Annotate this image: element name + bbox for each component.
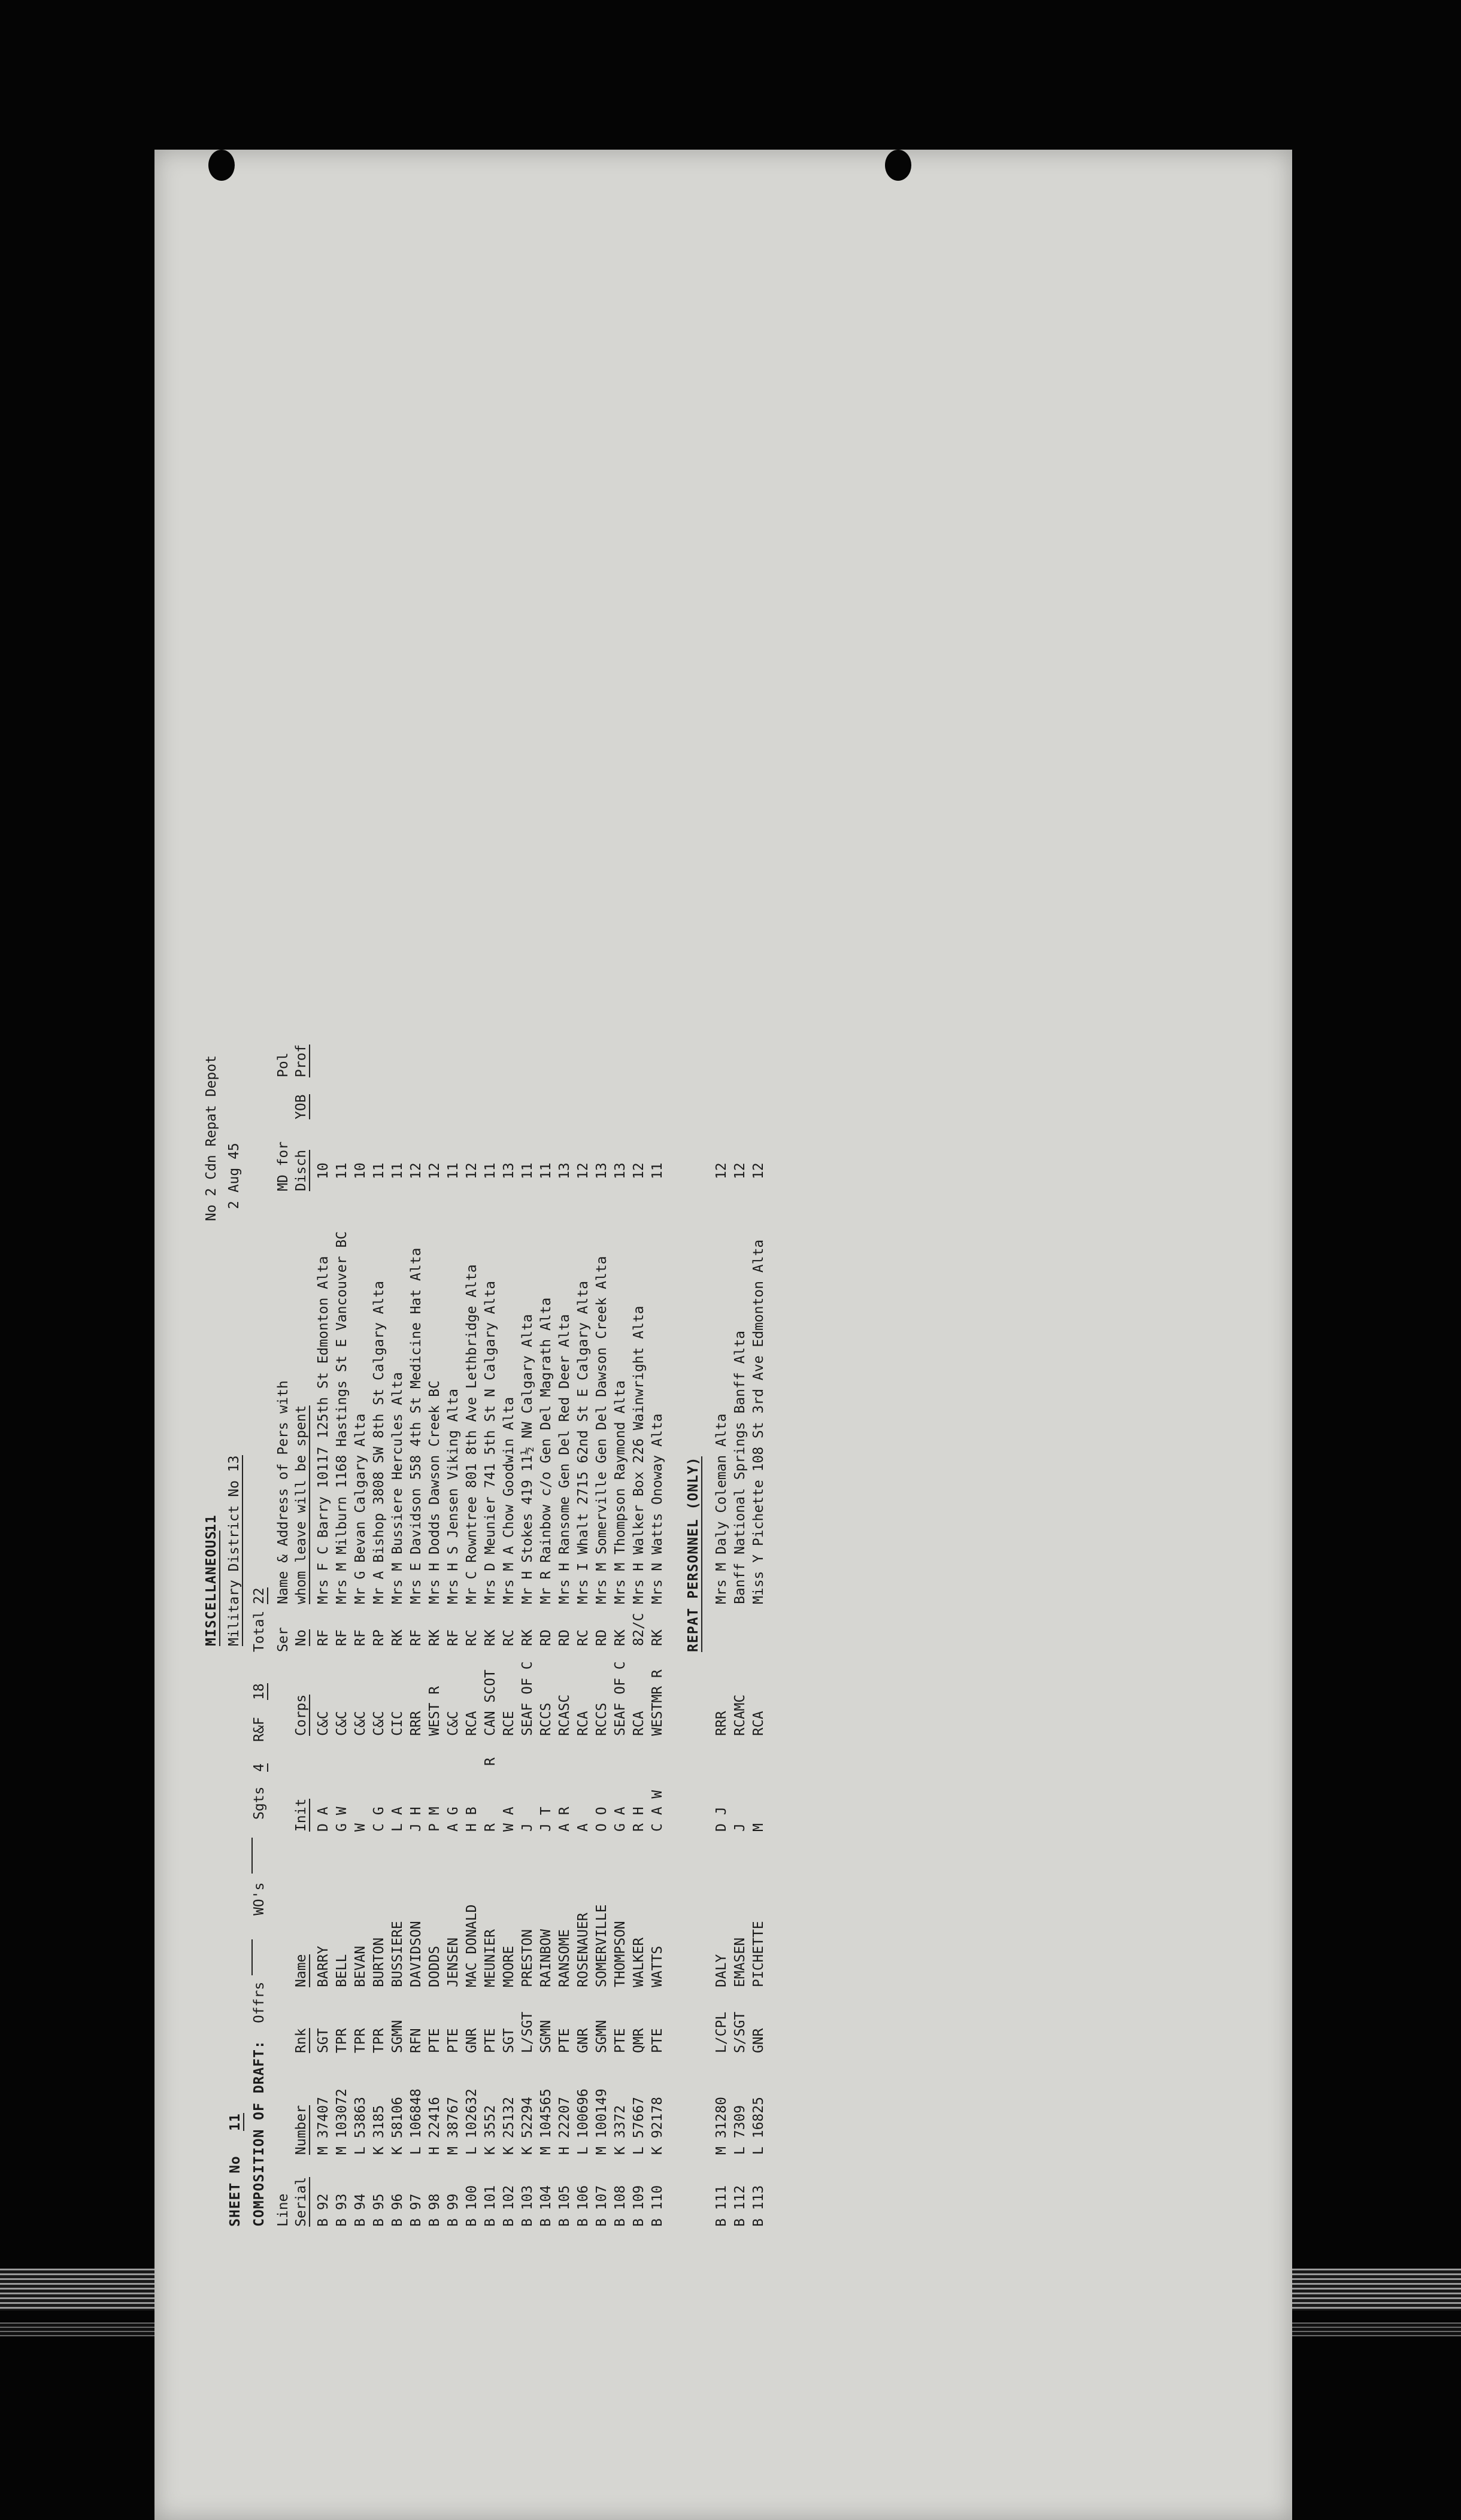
cell-address: Banff National Springs Banff Alta (732, 1331, 748, 1604)
cell-init: M (751, 1823, 766, 1832)
cell-rank: L/CPL (714, 2011, 729, 2053)
cell-rank: TPR (334, 2028, 350, 2053)
cell-name: THOMPSON (613, 1921, 628, 1987)
table-row (750, 1053, 768, 2251)
cell-rank: PTE (650, 2028, 665, 2053)
misc-title: MISCELLANEOUS (204, 1530, 219, 1646)
sheet-number: 11 (228, 2113, 243, 2131)
cell-address: Mr C Rowntree 801 8th Ave Lethbridge Alta (464, 1264, 480, 1604)
cell-address: Mr A Bishop 3808 SW 8th St Calgary Alta (371, 1280, 387, 1604)
cell-name: PICHETTE (751, 1921, 766, 1987)
cell-serial: B 113 (751, 2185, 766, 2227)
col-address-1: Name & Address of Pers with (275, 1380, 291, 1604)
cell-number: K 52294 (520, 2097, 535, 2155)
cell-md: 13 (613, 1162, 628, 1179)
cell-corps: RRR (714, 1711, 729, 1736)
cell-name: BARRY (316, 1945, 331, 1987)
cell-init: C A W (650, 1790, 665, 1832)
cell-serial: B 96 (390, 2193, 405, 2227)
cell-number: M 100149 (594, 2088, 610, 2155)
table-row (611, 1053, 629, 2251)
total-label: Total (251, 1610, 267, 1652)
cell-init: J (732, 1823, 748, 1832)
cell-serial: B 111 (714, 2185, 729, 2227)
cell-md: 11 (538, 1162, 554, 1179)
cell-ser: RC (575, 1629, 591, 1646)
cell-ser: RF (408, 1629, 424, 1646)
cell-number: K 92178 (650, 2097, 665, 2155)
cell-serial: B 95 (371, 2193, 387, 2227)
cell-name: WATTS (650, 1945, 665, 1987)
district-label: Military District No 13 (226, 1455, 242, 1646)
wos-label: WO's (251, 1882, 267, 1915)
cell-md: 10 (353, 1162, 368, 1179)
cell-address: Mrs M Somerville Gen Del Dawson Creek Alta (594, 1256, 610, 1604)
cell-init: J (520, 1823, 535, 1832)
cell-corps: WEST R (427, 1686, 442, 1736)
table-row (314, 1053, 332, 2251)
cell-rank: PTE (613, 2028, 628, 2053)
sgts-value: 4 (251, 1763, 267, 1772)
cell-init: W A (501, 1806, 517, 1832)
cell-init: A (575, 1823, 591, 1832)
table-row (713, 1053, 730, 2251)
cell-name: MAC DONALD (464, 1904, 480, 1987)
cell-corps: C&C (316, 1711, 331, 1736)
cell-corps: CIC (390, 1711, 405, 1736)
cell-corps: CAN SCOT (483, 1669, 498, 1736)
cell-name: MEUNIER (483, 1929, 498, 1987)
cell-ser: RC (501, 1629, 517, 1646)
cell-name: JENSEN (445, 1937, 461, 1987)
cell-rank: S/SGT (732, 2011, 748, 2053)
cell-serial: B 105 (557, 2185, 572, 2227)
cell-init: W (353, 1823, 368, 1832)
cell-corps: RCCS (538, 1702, 554, 1736)
cell-ser: 82/C (631, 1613, 647, 1646)
cell-rank: PTE (427, 2028, 442, 2053)
cell-ser: RF (353, 1629, 368, 1646)
offrs-value (251, 1939, 253, 1975)
cell-init: P M (427, 1806, 442, 1832)
col-serial: Serial (293, 2176, 309, 2227)
cell-number: M 37407 (316, 2097, 331, 2155)
depot-label: No 2 Cdn Repat Depot (204, 1055, 219, 1221)
cell-corps: C&C (353, 1711, 368, 1736)
col-rank: Rnk (293, 2028, 309, 2053)
cell-number: K 3552 (483, 2105, 498, 2155)
cell-md: 13 (594, 1162, 610, 1179)
cell-init: D A (316, 1806, 331, 1832)
cell-address: Mrs N Watts Onoway Alta (650, 1413, 665, 1604)
cell-md: 12 (427, 1162, 442, 1179)
table-row (500, 1053, 518, 2251)
cell-rank: TPR (371, 2028, 387, 2053)
cell-rank: L/SGT (520, 2011, 535, 2053)
cell-rank: RFN (408, 2028, 424, 2053)
cell-serial: B 104 (538, 2185, 554, 2227)
cell-number: K 58106 (390, 2097, 405, 2155)
cell-rank: GNR (751, 2028, 766, 2053)
cell-init: H B (464, 1806, 480, 1832)
table-row (574, 1053, 592, 2251)
cell-number: M 103072 (334, 2088, 350, 2155)
cell-md: 13 (501, 1162, 517, 1179)
cell-address: Mrs H S Jensen Viking Alta (445, 1388, 461, 1604)
rf-label: R&F (251, 1717, 267, 1742)
cell-serial: B 99 (445, 2193, 461, 2227)
col-address-2: whom leave will be spent (293, 1405, 309, 1604)
cell-init: L A (390, 1806, 405, 1832)
cell-address: Mrs I Whalt 2715 62nd St E Calgary Alta (575, 1280, 591, 1604)
cell-serial: B 102 (501, 2185, 517, 2227)
table-row (333, 1053, 351, 2251)
cell-name: DODDS (427, 1945, 442, 1987)
cell-md: 11 (371, 1162, 387, 1179)
cell-corps: RCA (751, 1711, 766, 1736)
cell-md: 11 (390, 1162, 405, 1179)
rf-value: 18 (251, 1683, 267, 1700)
col-md-for: MD for (275, 1141, 291, 1191)
cell-address: Mrs H Dodds Dawson Creek BC (427, 1380, 442, 1604)
cell-name: EMASEN (732, 1937, 748, 1987)
cell-md: 12 (751, 1162, 766, 1179)
cell-number: M 38767 (445, 2097, 461, 2155)
cell-number: H 22416 (427, 2097, 442, 2155)
cell-init: J H (408, 1806, 424, 1832)
cell-serial: B 97 (408, 2193, 424, 2227)
cell-name: SOMERVILLE (594, 1904, 610, 1987)
cell-rank: GNR (575, 2028, 591, 2053)
cell-md: 11 (650, 1162, 665, 1179)
rotated-sheet-content (198, 36, 1311, 2251)
composition-label: COMPOSITION OF DRAFT: (251, 2040, 267, 2227)
cell-ser: RF (445, 1629, 461, 1646)
cell-rank: SGT (501, 2028, 517, 2053)
table-row (648, 1053, 666, 2251)
cell-rank: SGMN (390, 2020, 405, 2053)
cell-init: R H (631, 1806, 647, 1832)
wos-value (251, 1838, 253, 1874)
col-pol: Pol (275, 1052, 291, 1077)
cell-ser: RD (594, 1629, 610, 1646)
cell-rank: TPR (353, 2028, 368, 2053)
cell-corps: SEAF OF C (520, 1661, 535, 1736)
cell-corps: C&C (371, 1711, 387, 1736)
cell-init: R (483, 1823, 498, 1832)
cell-md: 12 (408, 1162, 424, 1179)
cell-corps: SEAF OF C (613, 1661, 628, 1736)
cell-name: DAVIDSON (408, 1921, 424, 1987)
cell-number: L 7309 (732, 2105, 748, 2155)
cell-md: 12 (575, 1162, 591, 1179)
cell-address: Mrs M Bussiere Hercules Alta (390, 1372, 405, 1604)
total-value: 22 (251, 1587, 267, 1604)
cell-corps: C&C (445, 1711, 461, 1736)
cell-address: Mrs M A Chow Goodwin Alta (501, 1396, 517, 1604)
cell-address: Mrs H Ransome Gen Del Red Deer Alta (557, 1314, 572, 1604)
cell-ser: RP (371, 1629, 387, 1646)
cell-address: Mr R Rainbow c/o Gen Del Magrath Alta (538, 1297, 554, 1604)
cell-init: G W (334, 1806, 350, 1832)
cell-rank: QMR (631, 2028, 647, 2053)
cell-serial: B 108 (613, 2185, 628, 2227)
cell-name: BURTON (371, 1937, 387, 1987)
cell-name: BUSSIERE (390, 1921, 405, 1987)
cell-name: RANSOME (557, 1929, 572, 1987)
cell-number: L 16825 (751, 2097, 766, 2155)
cell-serial: B 106 (575, 2185, 591, 2227)
cell-serial: B 103 (520, 2185, 535, 2227)
cell-init: G A (613, 1806, 628, 1832)
cell-corps: RCA (631, 1711, 647, 1736)
cell-rank: PTE (483, 2028, 498, 2053)
cell-serial: B 112 (732, 2185, 748, 2227)
repat-title: REPAT PERSONNEL (ONLY) (686, 1456, 701, 1652)
col-prof: Prof (293, 1044, 309, 1077)
cell-corps: WESTMR R (650, 1669, 665, 1736)
cell-md: 13 (557, 1162, 572, 1179)
col-corps: Corps (293, 1694, 309, 1736)
cell-corps: RCE (501, 1711, 517, 1736)
cell-address: Mrs H Walker Box 226 Wainwright Alta (631, 1305, 647, 1604)
cell-address: Miss Y Pichette 108 St 3rd Ave Edmonton Alta (751, 1239, 766, 1604)
col-disch: Disch (293, 1149, 309, 1191)
table-row (481, 1053, 499, 2251)
table-row (389, 1053, 407, 2251)
cell-name: PRESTON (520, 1929, 535, 1987)
cell-init: A R (557, 1806, 572, 1832)
cell-address: Mrs M Daly Coleman Alta (714, 1413, 729, 1604)
cell-serial: B 107 (594, 2185, 610, 2227)
sgts-label: Sgts (251, 1786, 267, 1820)
cell-number: L 102632 (464, 2088, 480, 2155)
table-row (407, 1053, 425, 2251)
date-label: 2 Aug 45 (226, 1143, 242, 1209)
cell-address: Mrs M Milburn 1168 Hastings St E Vancouver BC (334, 1231, 350, 1604)
cell-serial: B 110 (650, 2185, 665, 2227)
cell-name: BEVAN (353, 1945, 368, 1987)
col-name: Name (293, 1954, 309, 1987)
col-line: Line (275, 2193, 291, 2227)
cell-address: Mr H Stokes 419 11½ NW Calgary Alta (520, 1314, 535, 1604)
cell-ser: RK (427, 1629, 442, 1646)
cell-number: L 100696 (575, 2088, 591, 2155)
cell-rank: SGMN (594, 2020, 610, 2053)
cell-rank: PTE (557, 2028, 572, 2053)
cell-md: 10 (316, 1162, 331, 1179)
cell-corps: C&C (334, 1711, 350, 1736)
col-no: No (293, 1629, 309, 1646)
cell-name: WALKER (631, 1937, 647, 1987)
cell-ser: RF (316, 1629, 331, 1646)
cell-number: M 31280 (714, 2097, 729, 2155)
table-row (444, 1053, 462, 2251)
cell-serial: B 94 (353, 2193, 368, 2227)
cell-number: L 106848 (408, 2088, 424, 2155)
table-row (537, 1053, 555, 2251)
cell-md: 11 (445, 1162, 461, 1179)
cell-number: H 22207 (557, 2097, 572, 2155)
cell-corps: RRR (408, 1711, 424, 1736)
sheet-label: SHEET No (228, 2155, 243, 2227)
cell-address: Mrs E Davidson 558 4th St Medicine Hat Alta (408, 1247, 424, 1604)
col-init: Init (293, 1798, 309, 1832)
cell-number: K 3372 (613, 2105, 628, 2155)
cell-address: Mr G Bevan Calgary Alta (353, 1413, 368, 1604)
cell-corps: RCCS (594, 1702, 610, 1736)
cell-corps: RCAMC (732, 1694, 748, 1736)
cell-name: ROSENAUER (575, 1912, 591, 1987)
cell-name: DALY (714, 1954, 729, 1987)
cell-mark: R (483, 1757, 498, 1766)
table-row (630, 1053, 648, 2251)
cell-ser: RD (557, 1629, 572, 1646)
cell-serial: B 98 (427, 2193, 442, 2227)
col-ser: Ser (275, 1627, 291, 1652)
cell-name: BELL (334, 1954, 350, 1987)
cell-ser: RK (483, 1629, 498, 1646)
table-row (593, 1053, 611, 2251)
cell-serial: B 101 (483, 2185, 498, 2227)
cell-rank: PTE (445, 2028, 461, 2053)
cell-init: A G (445, 1806, 461, 1832)
cell-serial: B 93 (334, 2193, 350, 2227)
cell-md: 12 (464, 1162, 480, 1179)
cell-address: Mrs D Meunier 741 5th St N Calgary Alta (483, 1280, 498, 1604)
cell-init: C G (371, 1806, 387, 1832)
cell-ser: RD (538, 1629, 554, 1646)
cell-md: 12 (714, 1162, 729, 1179)
table-row (556, 1053, 574, 2251)
offrs-label: Offrs (251, 1981, 267, 2023)
cell-address: Mrs F C Barry 10117 125th St Edmonton Alta (316, 1256, 331, 1604)
cell-rank: GNR (464, 2028, 480, 2053)
cell-corps: RCASC (557, 1694, 572, 1736)
cell-number: L 53863 (353, 2097, 368, 2155)
cell-serial: B 92 (316, 2193, 331, 2227)
cell-number: K 25132 (501, 2097, 517, 2155)
cell-name: RAINBOW (538, 1929, 554, 1987)
cell-number: M 104565 (538, 2088, 554, 2155)
cell-number: L 57667 (631, 2097, 647, 2155)
table-row (351, 1053, 369, 2251)
cell-corps: RCA (575, 1711, 591, 1736)
cell-corps: RCA (464, 1711, 480, 1736)
cell-ser: RK (650, 1629, 665, 1646)
cell-ser: RK (613, 1629, 628, 1646)
cell-ser: RC (464, 1629, 480, 1646)
misc-number: 11 (204, 1514, 219, 1532)
cell-ser: RK (390, 1629, 405, 1646)
col-yob: YOB (293, 1094, 309, 1119)
col-number: Number (293, 2105, 309, 2155)
cell-init: D J (714, 1806, 729, 1832)
cell-md: 12 (732, 1162, 748, 1179)
cell-init: O O (594, 1806, 610, 1832)
cell-serial: B 109 (631, 2185, 647, 2227)
cell-md: 11 (483, 1162, 498, 1179)
cell-name: MOORE (501, 1945, 517, 1987)
cell-md: 11 (520, 1162, 535, 1179)
cell-number: K 3185 (371, 2105, 387, 2155)
cell-md: 11 (334, 1162, 350, 1179)
table-row (370, 1053, 388, 2251)
cell-rank: SGMN (538, 2020, 554, 2053)
cell-serial: B 100 (464, 2185, 480, 2227)
table-row (426, 1053, 444, 2251)
cell-address: Mrs M Thompson Raymond Alta (613, 1380, 628, 1604)
table-row (463, 1053, 481, 2251)
cell-ser: RK (520, 1629, 535, 1646)
cell-ser: RF (334, 1629, 350, 1646)
cell-init: J T (538, 1806, 554, 1832)
cell-rank: SGT (316, 2028, 331, 2053)
cell-md: 12 (631, 1162, 647, 1179)
table-row (519, 1053, 536, 2251)
table-row (731, 1053, 749, 2251)
